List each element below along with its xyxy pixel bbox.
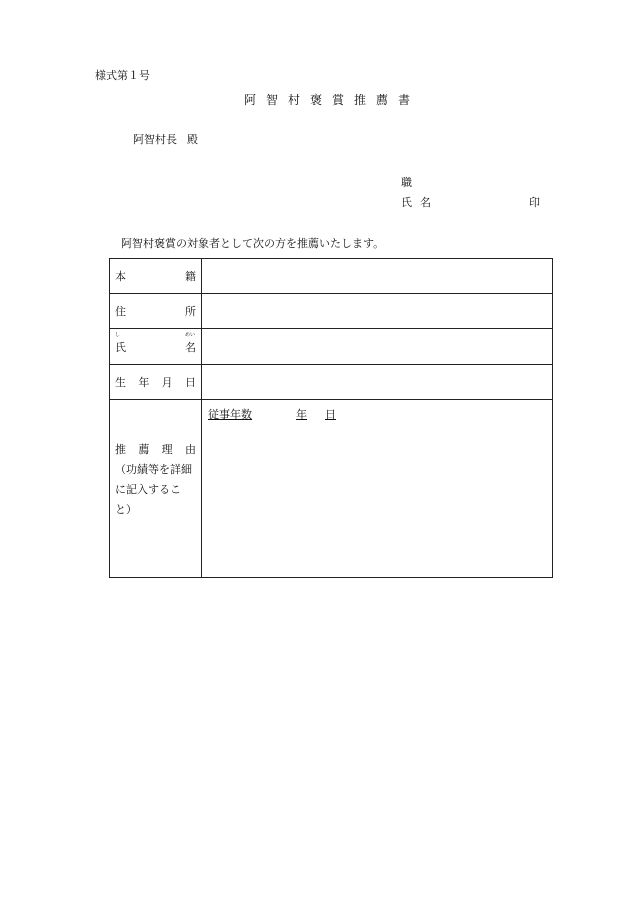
service-years-day-unit: 日 bbox=[325, 407, 336, 421]
reason-char: 由 bbox=[184, 442, 196, 456]
reason-char: 理 bbox=[161, 442, 173, 456]
address-label bbox=[110, 294, 202, 329]
name-char bbox=[115, 331, 126, 355]
birthdate-char: 日 bbox=[184, 375, 196, 389]
honseki-field[interactable] bbox=[202, 259, 553, 294]
table-row bbox=[110, 294, 553, 329]
furigana: めい bbox=[185, 331, 196, 338]
address-char: 住 bbox=[115, 305, 126, 319]
birthdate-field[interactable] bbox=[202, 364, 553, 399]
addressee bbox=[133, 131, 198, 147]
name-kanji: 名 bbox=[185, 340, 196, 354]
service-years-year-unit: 年 bbox=[296, 407, 307, 421]
table-row bbox=[110, 259, 553, 294]
birthdate-char: 生 bbox=[115, 375, 126, 389]
honseki-label bbox=[110, 259, 202, 294]
reason-char: 薦 bbox=[138, 442, 150, 456]
birthdate-label bbox=[110, 364, 202, 399]
reason-line bbox=[115, 440, 196, 460]
seal-label: 印 bbox=[529, 196, 540, 209]
address-char: 所 bbox=[185, 305, 196, 319]
intro-text: 阿智村褒賞の対象者として次の方を推薦いたします。 bbox=[121, 237, 385, 250]
reason-note: と） bbox=[115, 502, 137, 516]
reason-note: に記入するこ bbox=[115, 482, 181, 496]
service-years bbox=[208, 408, 336, 421]
table-row bbox=[110, 364, 553, 399]
position-label: 職 bbox=[401, 176, 412, 189]
reason-note: （功績等を詳細 bbox=[115, 462, 192, 476]
furigana: し bbox=[115, 331, 121, 338]
addressee-honorific: 殿 bbox=[187, 133, 198, 146]
name-char bbox=[185, 331, 196, 355]
document-title: 阿智村褒賞推薦書 bbox=[244, 93, 421, 107]
honseki-char: 籍 bbox=[185, 270, 196, 284]
name-label bbox=[110, 329, 202, 364]
reason-label bbox=[110, 399, 202, 577]
form-number: 様式第１号 bbox=[95, 69, 150, 82]
table-row bbox=[110, 399, 553, 577]
recommender-name-label: 氏名 bbox=[401, 196, 439, 209]
addressee-name: 阿智村長 bbox=[133, 133, 177, 146]
recommendation-table bbox=[109, 258, 553, 578]
name-field[interactable] bbox=[202, 329, 553, 364]
birthdate-char: 年 bbox=[138, 375, 150, 389]
service-years-label: 従事年数 bbox=[208, 407, 252, 421]
address-field[interactable] bbox=[202, 294, 553, 329]
birthdate-char: 月 bbox=[161, 375, 173, 389]
name-kanji: 氏 bbox=[115, 340, 126, 354]
honseki-char: 本 bbox=[115, 270, 126, 284]
table-row bbox=[110, 329, 553, 364]
reason-char: 推 bbox=[115, 442, 126, 456]
reason-field[interactable] bbox=[202, 399, 553, 577]
